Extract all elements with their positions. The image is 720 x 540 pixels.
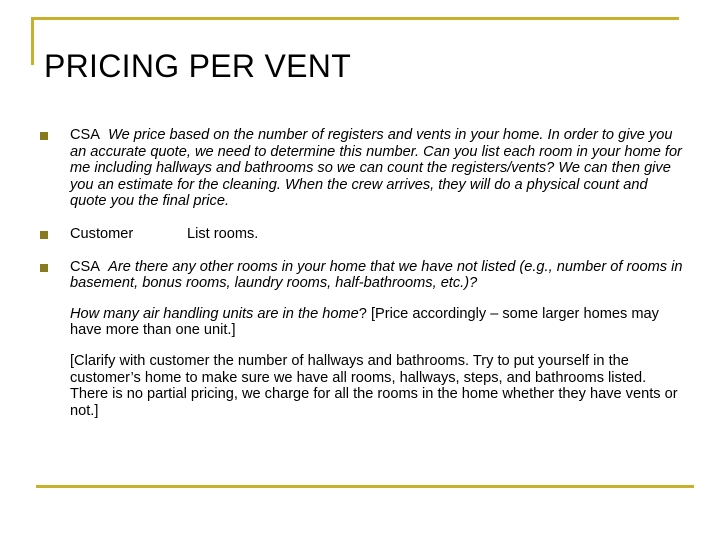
bullet-text	[70, 226, 685, 243]
bullet-text	[70, 127, 685, 210]
slide-body	[40, 127, 685, 419]
dialogue-text: Are there any other rooms in your home that we have not listed (e.g., number of rooms in basement, bonus rooms, laundry rooms, half-bathrooms, etc.)?	[70, 258, 683, 292]
dialogue-text: List rooms.	[187, 225, 259, 242]
speaker-label: Customer	[70, 225, 134, 242]
speaker-label: CSA	[70, 127, 101, 143]
slide-title: PRICING PER VENT	[44, 48, 352, 84]
followup-note: ? [Price accordingly – some larger homes may have more than one unit.]	[70, 305, 659, 339]
followup-paragraph	[40, 306, 685, 339]
square-bullet-icon	[40, 132, 48, 140]
frame-top-rule	[31, 17, 679, 20]
frame-bottom-rule	[36, 485, 694, 488]
followup-instruction: [Clarify with customer the number of hallways and bathrooms. Try to put yourself in the customer’s home to make sure we have all rooms, hallways, steps, and bathrooms listed. There is no partial pricing, we charge for all the rooms in the home whether they have vents or not.]	[70, 352, 678, 419]
dialogue-text: We price based on the number of registers and vents in your home. In order to give you an accurate quote, we need to determine this number. Can you list each room in your home for me including hallways and bathrooms so we can count the registers/vents? We can then give you an estimate for the cleaning. When the crew arrives, they will do a physical count and quote you the final price.	[70, 127, 682, 210]
frame-left-rule	[31, 17, 34, 65]
square-bullet-icon	[40, 231, 48, 239]
bullet-item	[40, 226, 685, 243]
bullet-item	[40, 259, 685, 292]
followup-question: How many air handling units are in the home	[70, 305, 359, 322]
bullet-text	[70, 259, 685, 292]
speaker-label: CSA	[70, 258, 101, 275]
bullet-item	[40, 127, 685, 210]
followup-paragraph	[40, 353, 685, 419]
square-bullet-icon	[40, 264, 48, 272]
